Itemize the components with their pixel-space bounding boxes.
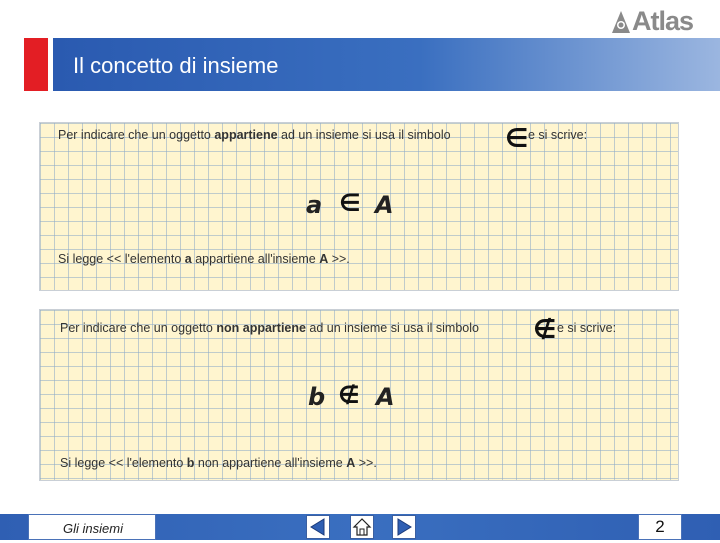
expr2-set: A xyxy=(376,383,395,411)
expr1-set: A xyxy=(375,191,394,219)
page-title: Il concetto di insieme xyxy=(73,53,279,78)
section1-intro-end: e si scrive: xyxy=(528,128,588,142)
title-bar xyxy=(53,38,720,91)
page-number: 2 xyxy=(655,517,665,536)
next-button[interactable] xyxy=(392,515,416,539)
previous-button[interactable] xyxy=(306,515,330,539)
expr2-element: b xyxy=(308,383,326,411)
logo-text: Atlas xyxy=(632,6,694,36)
atlas-logo xyxy=(612,6,693,37)
home-button[interactable] xyxy=(350,515,374,539)
expr1-element: a xyxy=(306,191,323,219)
previous-icon xyxy=(307,516,329,538)
footer-section-text: Gli insiemi xyxy=(63,521,123,536)
next-icon xyxy=(393,516,415,538)
home-icon xyxy=(351,516,373,538)
not-element-of-symbol: ∉ xyxy=(533,315,557,345)
expr2-symbol: ∉ xyxy=(338,381,360,409)
element-of-symbol: ∈ xyxy=(505,124,529,154)
expr1-symbol: ∈ xyxy=(339,189,361,217)
section2-reading: Si legge << l'elemento b non appartiene all'insieme A >>. xyxy=(60,456,377,470)
section1-intro: Per indicare che un oggetto appartiene ad un insieme si usa il simbolo xyxy=(58,128,451,142)
section2-intro: Per indicare che un oggetto non appartiene ad un insieme si usa il simbolo xyxy=(60,321,479,335)
footer-section-label xyxy=(28,514,156,540)
section1-reading: Si legge << l'elemento a appartiene all'insieme A >>. xyxy=(58,252,350,266)
section2-intro-end: e si scrive: xyxy=(557,321,617,335)
title-accent-bar xyxy=(24,38,48,91)
page-number-box xyxy=(638,514,682,540)
logo-mark-icon xyxy=(612,11,630,33)
